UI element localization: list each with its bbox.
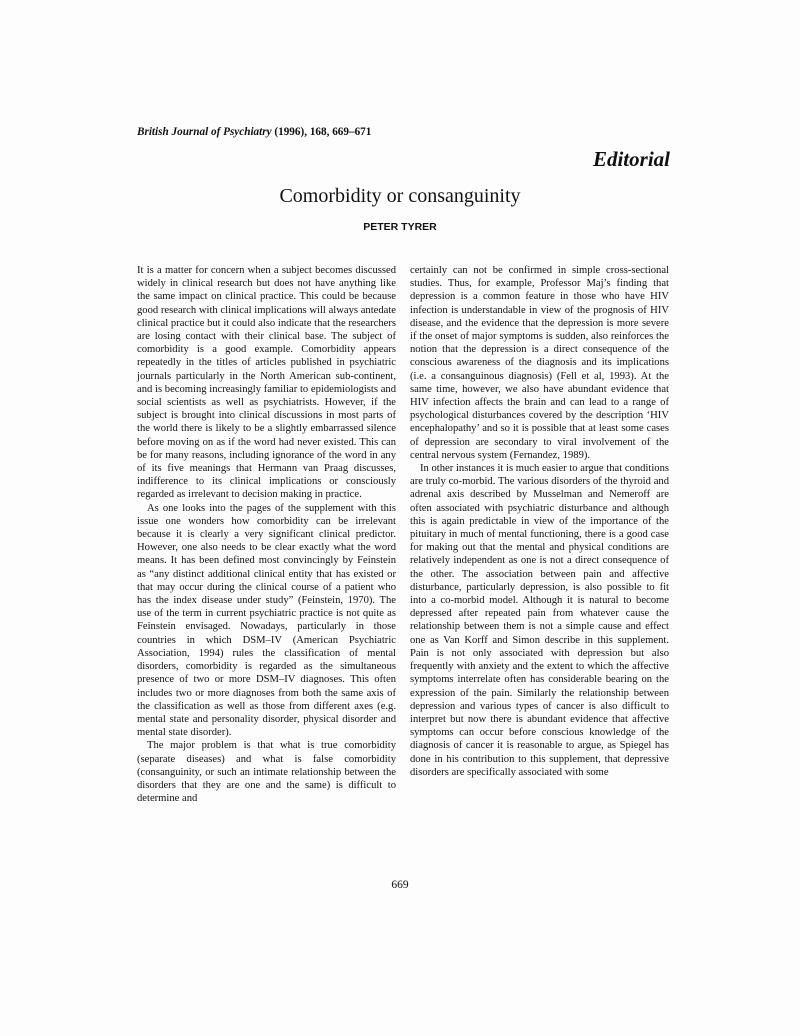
citation-year: (1996), — [271, 126, 310, 138]
citation-pages: , 669–671 — [326, 126, 372, 138]
body-paragraph: As one looks into the pages of the supplement with this issue one wonders how comorbidity can be irrelevant because it is clearly a very significant clinical predictor. However, one also needs to be clear exactly what the word means. It has been defined most convincingly by Feinstein as “any distinct additional clinical entity that has existed or that may occur during the clinical course of a patient who has the index disease under study” (Feinstein, 1970). The use of the term in current psychiatric practice is not quite as Feinstein envisaged. Nowadays, particularly in those countries in which DSM–IV (American Psychiatric Association, 1994) rules the classification of mental disorders, comorbidity is regarded as the simultaneous presence of two or more DSM–IV diagnoses. This often includes two or more diagnoses from both the same axis of the classification as well as those from different axes (e.g. mental state and personality disorder, physical disorder and mental state disorder). — [137, 502, 396, 739]
body-paragraph: The major problem is that what is true comorbidity (separate diseases) and what is false comorbidity (consanguinity, or such an intimate relationship between the disorders that they are one and the same) is difficult to determine and — [137, 740, 396, 805]
article-title: Comorbidity or consanguinity — [279, 185, 521, 207]
body-paragraph: It is a matter for concern when a subject becomes discussed widely in clinical research but does not have anything like the same impact on clinical practice. This could be because good research with clinical implications will always antedate clinical practice but it could also indicate that the researchers are losing contact with their clinical base. The subject of comorbidity is a good example. Comorbidity appears repeatedly in the titles of articles published in psychiatric journals particularly in the North American sub-continent, and is becoming increasingly familiar to epidemiologists and social scientists as well as psychiatrists. However, if the subject is brought into clinical discussions in most parts of the world there is likely to be a slightly embarrassed silence before moving on as if the word had never existed. This can be for many reasons, including ignorance of the word in any of its five meanings that Hermann van Praag discusses, indifference to its clinical implications or consciously regarded as irrelevant to decision making in practice. — [137, 265, 396, 501]
section-label: Editorial — [592, 147, 670, 171]
page-number: 669 — [391, 879, 409, 891]
citation-volume: 168 — [309, 126, 327, 138]
journal-citation — [137, 126, 371, 138]
article-author: PETER TYRER — [363, 221, 437, 233]
body-paragraph: In other instances it is much easier to argue that conditions are truly co-morbid. The various disorders of the thyroid and adrenal axis described by Musselman and Nemeroff are often associated with psychiatric disturbance and although this is again predictable in view of the importance of the pituitary in much of mental functioning, there is a good case for making out that the mental and physical conditions are relatively independent as one is not a direct consequence of the other. The association between pain and affective disturbance, particularly depression, is also possible to fit into a co-morbid model. Although it is natural to become depressed after repeated pain from whatever cause the relationship between them is not a simple cause and effect one as Van Korff and Simon describe in this supplement. Pain is not only associated with depression but also frequently with anxiety and the extent to which the affective symptoms interrelate often has considerable bearing on the expression of the pain. Similarly the relationship between depression and various types of cancer is also difficult to interpret but now there is abundant evidence that affective symptoms can occur before conscious knowledge of the diagnosis of cancer it is reasonable to argue, as Spiegel has done in his contribution to this supplement, that depressive disorders are specifically associated with some — [410, 463, 669, 778]
body-paragraph: certainly can not be confirmed in simple cross-sectional studies. Thus, for example, Professor Maj’s finding that depression is a common feature in those who have HIV infection is understandable in view of the prognosis of HIV disease, and the evidence that the depression is more severe if the onset of major symptoms is sudden, also reinforces the notion that the depression is a direct consequence of the conscious awareness of the diagnosis and its implications (i.e. a consanguinous diagnosis) (Fell et al, 1993). At the same time, however, we also have abundant evidence that HIV infection affects the brain and can lead to a range of psychological disturbances covered by the description ‘HIV encephalopathy’ and so it is possible that at least some cases of depression are secondary to viral involvement of the central nervous system (Fernandez, 1989). — [410, 265, 669, 461]
journal-title: British Journal of Psychiatry — [137, 126, 272, 138]
right-column — [410, 264, 669, 779]
left-column — [137, 264, 396, 805]
